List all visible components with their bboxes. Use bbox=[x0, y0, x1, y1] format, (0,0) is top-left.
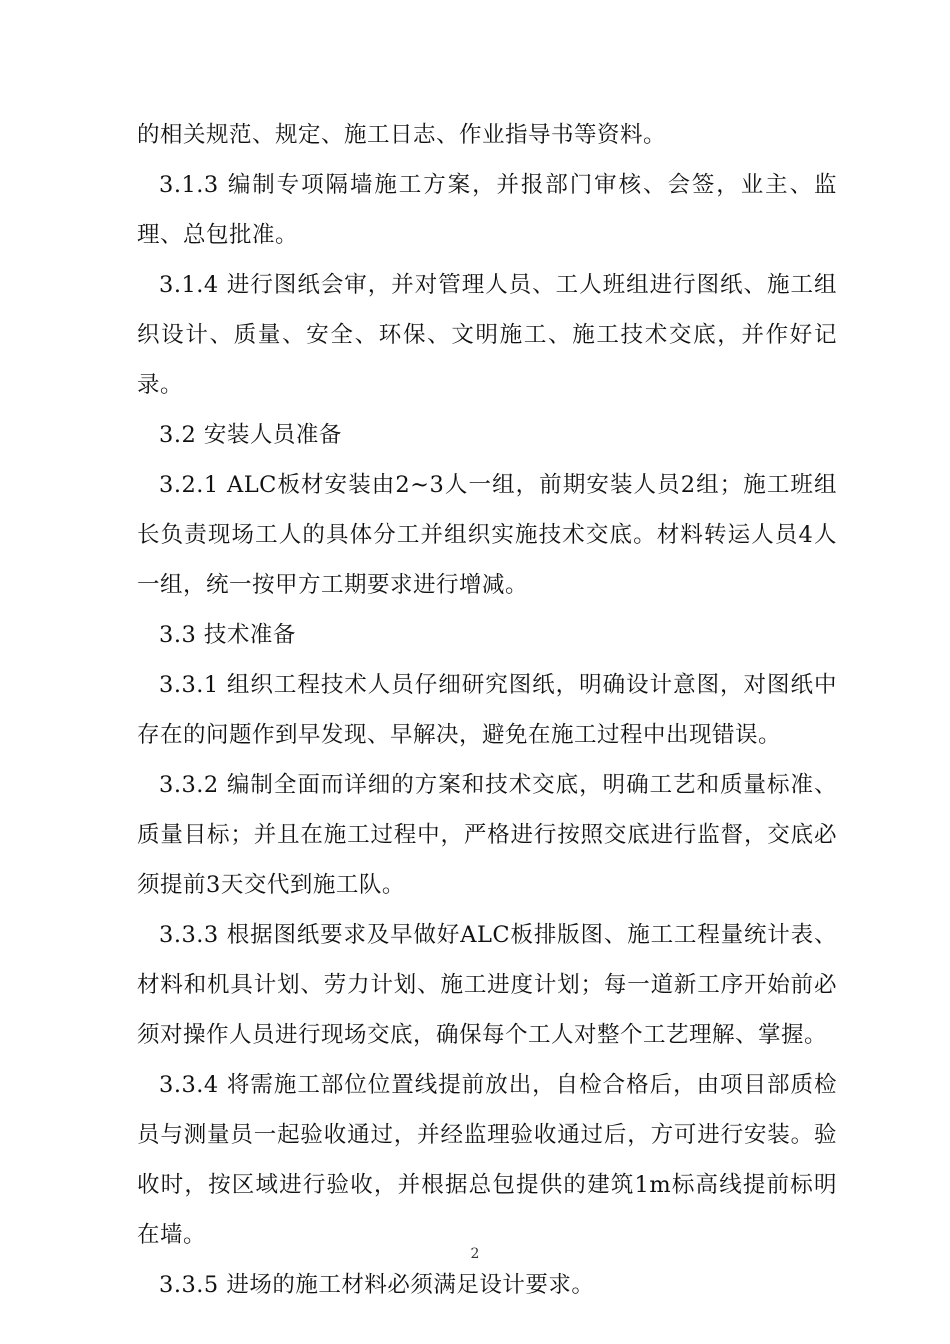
document-body bbox=[137, 110, 837, 1310]
paragraph-3-3-2: 3.3.2 编制全面而详细的方案和技术交底，明确工艺和质量标准、质量目标；并且在施工过程中，严格进行按照交底进行监督，交底必须提前3天交代到施工队。 bbox=[137, 772, 837, 898]
paragraph-3-1-4: 3.1.4 进行图纸会审，并对管理人员、工人班组进行图纸、施工组织设计、质量、安全、环保、文明施工、施工技术交底，并作好记录。 bbox=[137, 272, 837, 398]
paragraph-3-3-3: 3.3.3 根据图纸要求及早做好ALC板排版图、施工工程量统计表、材料和机具计划、劳力计划、施工进度计划；每一道新工序开始前必须对操作人员进行现场交底，确保每个工人对整个工艺理解、掌握。 bbox=[137, 922, 837, 1048]
section-heading-3-2: 3.2 安装人员准备 bbox=[159, 422, 342, 448]
section-heading-3-3: 3.3 技术准备 bbox=[159, 622, 296, 648]
paragraph-3-3-5: 3.3.5 进场的施工材料必须满足设计要求。 bbox=[159, 1272, 595, 1298]
paragraph-3-1-3: 3.1.3 编制专项隔墙施工方案，并报部门审核、会签，业主、监理、总包批准。 bbox=[137, 172, 837, 248]
paragraph-3-3-1: 3.3.1 组织工程技术人员仔细研究图纸，明确设计意图，对图纸中存在的问题作到早发现、早解决，避免在施工过程中出现错误。 bbox=[137, 672, 837, 748]
paragraph-3-2-1: 3.2.1 ALC板材安装由2~3人一组，前期安装人员2组；施工班组长负责现场工人的具体分工并组织实施技术交底。材料转运人员4人一组，统一按甲方工期要求进行增减。 bbox=[137, 472, 837, 598]
paragraph-continuation: 的相关规范、规定、施工日志、作业指导书等资料。 bbox=[137, 122, 667, 148]
paragraph-3-3-4: 3.3.4 将需施工部位位置线提前放出，自检合格后，由项目部质检员与测量员一起验收通过，并经监理验收通过后，方可进行安装。验收时，按区域进行验收，并根据总包提供的建筑1m标高线提前标明在墙。 bbox=[137, 1072, 837, 1248]
page-number: 2 bbox=[470, 1246, 480, 1262]
